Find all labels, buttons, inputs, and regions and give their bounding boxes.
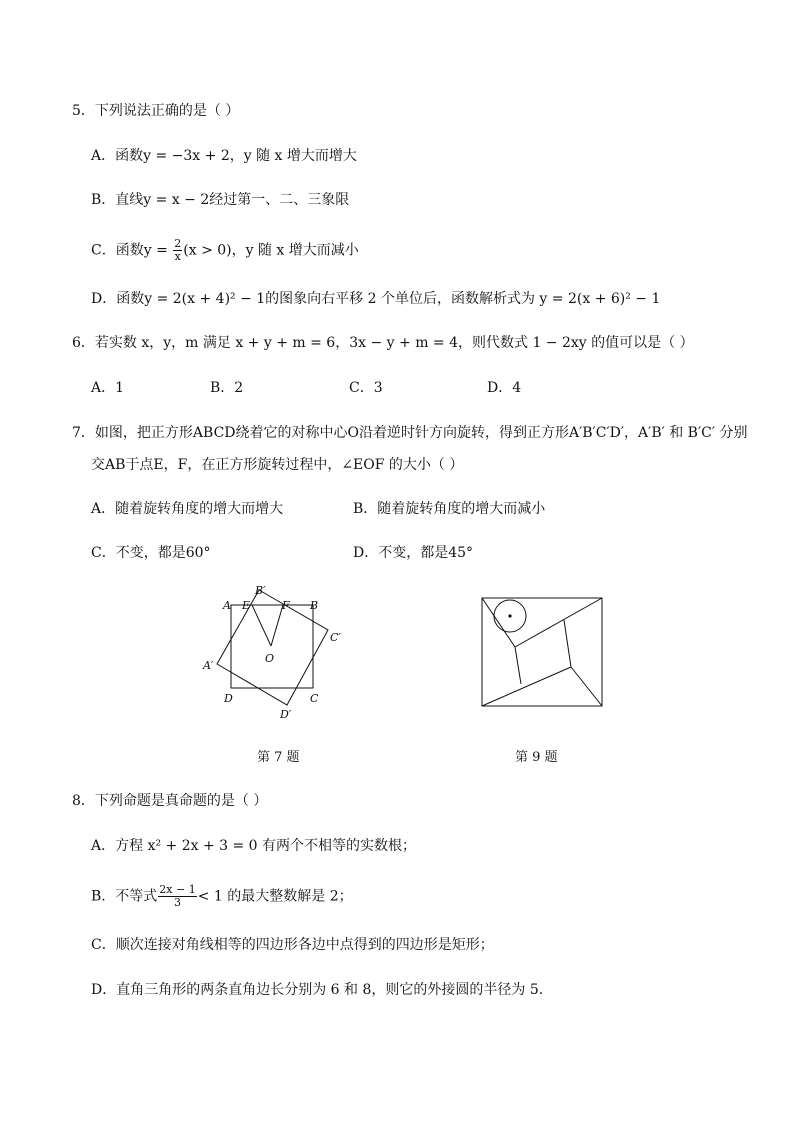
fraction-denominator: x (174, 250, 181, 263)
label-e: E (242, 599, 251, 612)
question-7-stem-line1: 7．如图，把正方形ABCD绕着它的对称中心O沿着逆时针方向旋转，得到正方形A′B′C′D′，A′B′ 和 B′C′ 分别 (72, 425, 748, 441)
question-7-option-d: D．不变，都是45° (353, 545, 474, 561)
segment (515, 598, 602, 647)
question-5-stem: 5．下列说法正确的是（ ） (72, 103, 240, 119)
segment (482, 667, 571, 706)
question-6-option-d: D．4 (487, 380, 522, 396)
label-d: D (224, 692, 233, 705)
option-b-suffix: < 1 的最大整数解是 2； (197, 888, 353, 905)
question-8-option-b (91, 884, 353, 909)
label-c: C (310, 692, 319, 705)
question-7-option-b: B．随着旋转角度的增大而减小 (353, 501, 546, 517)
label-b: B (310, 599, 319, 612)
question-8-stem: 8．下列命题是真命题的是（ ） (72, 793, 268, 809)
question-8-option-a: A．方程 x² + 2x + 3 = 0 有两个不相等的实数根； (91, 838, 417, 854)
label-b-prime: B′ (255, 584, 266, 597)
segment-eo (252, 605, 271, 646)
label-d-prime: D′ (280, 708, 292, 721)
question-6-stem: 6．若实数 x，y，m 满足 x + y + m = 6，3x − y + m = 4，则代数式 1 − 2xy 的值可以是（ ） (72, 335, 694, 351)
segment (571, 667, 602, 706)
label-o: O (265, 652, 275, 665)
outer-square (482, 598, 602, 706)
option-c-prefix: C．函数y = (91, 242, 173, 259)
question-7-option-a: A．随着旋转角度的增大而增大 (91, 501, 284, 517)
question-5-option-d: D．函数y = 2(x + 4)² − 1的图象向右平移 2 个单位后，函数解析式为 y = 2(x + 6)² − 1 (91, 291, 661, 307)
fraction-numerator: 2x − 1 (159, 883, 196, 896)
label-c-prime: C′ (330, 631, 341, 644)
question-5-option-c (91, 238, 359, 263)
figure-9-diagram (474, 590, 608, 716)
question-5-option-a: A．函数y = −3x + 2，y 随 x 增大而增大 (91, 148, 357, 164)
label-a-prime: A′ (203, 659, 214, 672)
figure-7-caption: 第 7 题 (257, 750, 300, 765)
question-8-option-c: C．顺次连接对角线相等的四边形各边中点得到的四边形是矩形； (91, 937, 494, 953)
figure-9-caption: 第 9 题 (515, 750, 558, 765)
figure-7-diagram (195, 583, 355, 723)
circle-center-dot (508, 614, 511, 617)
segment (515, 647, 521, 684)
fraction-denominator: 3 (174, 896, 181, 909)
question-8-option-d: D．直角三角形的两条直角边长分别为 6 和 8，则它的外接圆的半径为 5. (91, 982, 544, 998)
question-7-stem-line2: 交AB于点E，F，在正方形旋转过程中，∠EOF 的大小（ ） (91, 457, 464, 473)
fraction (158, 884, 196, 909)
question-6-option-b: B．2 (210, 380, 244, 396)
label-a: A (223, 599, 231, 612)
segment (564, 620, 571, 667)
label-f: F (282, 599, 290, 612)
fraction (173, 238, 182, 263)
question-7-option-c: C．不变，都是60° (91, 545, 211, 561)
question-5-option-b: B．直线y = x − 2经过第一、二、三象限 (91, 192, 350, 208)
option-b-prefix: B．不等式 (91, 888, 158, 905)
question-6-option-c: C．3 (349, 380, 383, 396)
option-c-suffix: (x > 0)，y 随 x 增大而减小 (183, 242, 359, 259)
question-6-option-a: A．1 (91, 380, 125, 396)
fraction-numerator: 2 (174, 237, 182, 250)
